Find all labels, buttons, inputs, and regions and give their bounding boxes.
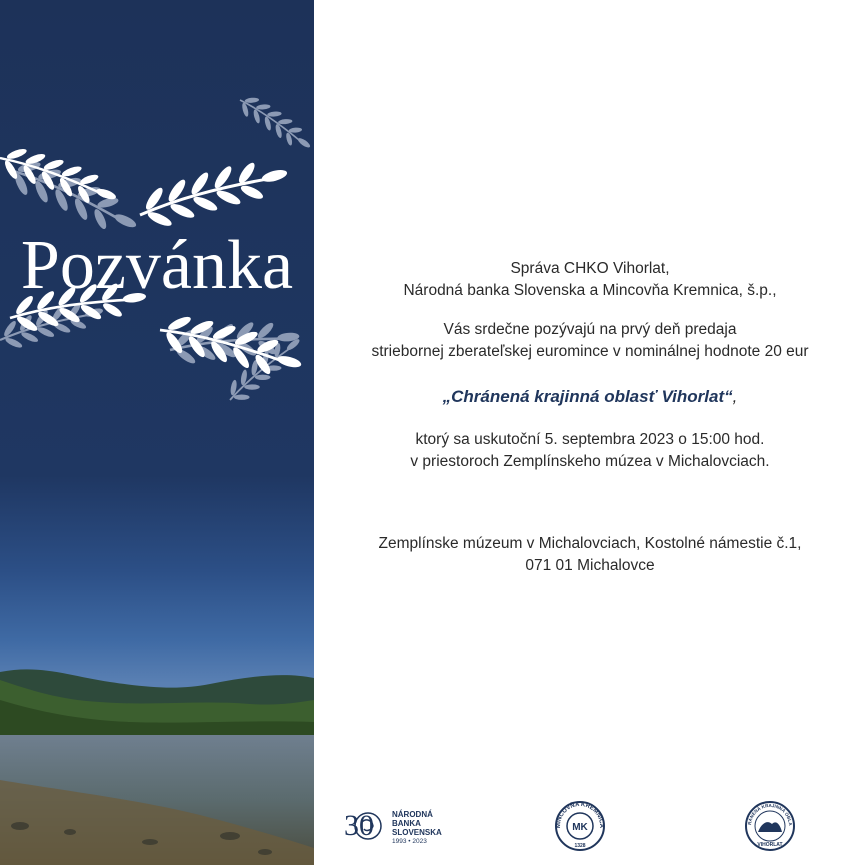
coin-name-comma: ,: [732, 387, 738, 406]
invite-line-1: Vás srdečne pozývajú na prvý deň predaja: [443, 321, 737, 338]
nbs-wordmark: [392, 810, 442, 846]
nbs-years: 1993 • 2023: [392, 838, 427, 845]
invitation-title: Pozvánka: [20, 227, 294, 304]
chko-seal-top-text: RÁNENÁ KRAJINNÁ OBLA: [746, 802, 794, 826]
event-line-2: v priestoroch Zemplínskeho múzea v Michalovciach.: [410, 453, 770, 470]
address-line-1: Zemplínske múzeum v Michalovciach, Kostolné námestie č.1,: [378, 535, 802, 552]
organizers-line-1: Správa CHKO Vihorlat,: [510, 260, 670, 277]
mint-year: 1328: [574, 843, 586, 849]
organizers-line-2: Národná banka Slovenska a Mincovňa Kremnica, š.p.,: [403, 282, 777, 299]
nbs-wordmark-line-1: NÁRODNÁ: [392, 810, 433, 819]
chko-seal-icon: [744, 800, 796, 852]
mincovna-kremnica-logo: [554, 800, 606, 852]
event-line-1: ktorý sa uskutoční 5. septembra 2023 o 15:00 hod.: [415, 431, 765, 448]
chko-vihorlat-logo: [744, 800, 796, 852]
invite-line-2: striebornej zberateľskej euromince v nominálnej hodnote 20 eur: [371, 343, 809, 360]
cover-artwork: [0, 0, 314, 865]
event-details: [314, 429, 866, 473]
chko-seal-bottom-text: VIHORLAT: [757, 842, 783, 848]
nbs-wordmark-line-3: SLOVENSKA: [392, 828, 442, 837]
nbs-wordmark-line-2: BANKA: [392, 819, 421, 828]
organizers: [314, 258, 866, 302]
venue-address: [314, 533, 866, 577]
invite-text: [314, 319, 866, 363]
address-line-2: 071 01 Michalovce: [525, 557, 655, 574]
nbs-logo: [342, 806, 452, 850]
mint-name: MINCOVŇA KREMNICA: [555, 801, 605, 829]
nbs-anniversary-number: 30: [344, 809, 374, 842]
cover-panel: [0, 0, 314, 865]
coin-title: [314, 386, 866, 408]
mint-initials: MK: [572, 822, 588, 833]
mint-seal-icon: [554, 800, 606, 852]
coin-name: „Chránená krajinná oblasť Vihorlat“: [442, 387, 733, 406]
invitation-content: [314, 0, 866, 865]
